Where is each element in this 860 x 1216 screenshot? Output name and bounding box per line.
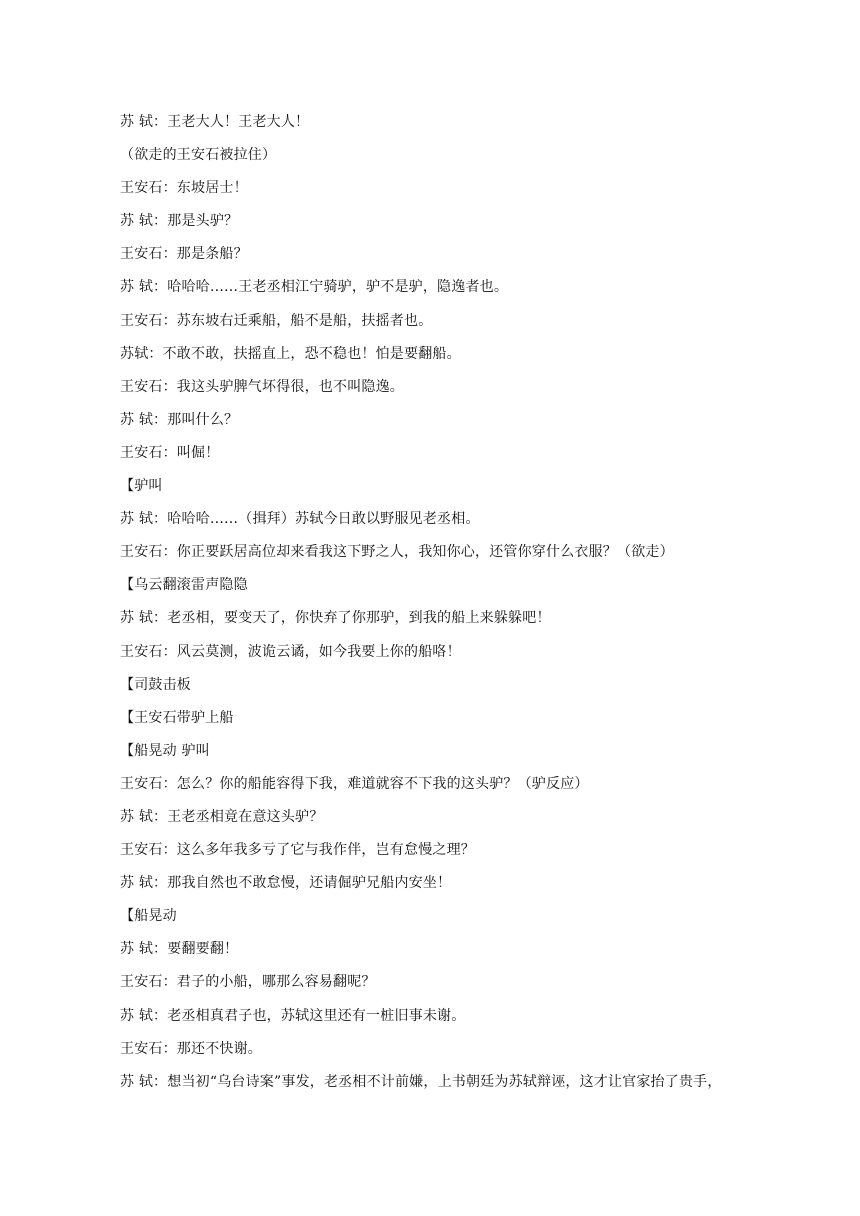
dialogue-line: 王安石：那是条船？: [120, 246, 248, 263]
dialogue-line: 王安石：苏东坡右迁乘船，船不是船，扶摇者也。: [120, 312, 433, 329]
dialogue-line: 王安石：怎么？你的船能容得下我，难道就容不下我的这头驴？（驴反应）: [120, 775, 589, 792]
stage-direction-line: （欲走的王安石被拉住）: [120, 147, 277, 164]
dialogue-line: 苏 轼：哈哈哈……（揖拜）苏轼今日敢以野服见老丞相。: [120, 511, 480, 528]
dialogue-line: 王安石：那还不快谢。: [120, 1040, 262, 1057]
dialogue-line: 王安石：这么多年我多亏了它与我作伴，岂有怠慢之理？: [120, 842, 475, 859]
dialogue-line: 苏 轼：老丞相，要变天了，你快弃了你那驴，到我的船上来躲躲吧！: [120, 610, 551, 627]
script-text: [120, 112, 820, 1105]
dialogue-line: 苏 轼：要翻要翻！: [120, 941, 239, 958]
dialogue-line: 王安石：我这头驴脾气坏得很，也不叫隐逸。: [120, 378, 404, 395]
dialogue-line: 苏轼：不敢不敢，扶摇直上，恐不稳也！怕是要翻船。: [120, 345, 461, 362]
dialogue-line: 苏 轼：王老丞相竟在意这头驴？: [120, 808, 324, 825]
stage-direction-line: 【船晃动: [120, 908, 177, 925]
dialogue-line: 苏 轼：老丞相真君子也，苏轼这里还有一桩旧事未谢。: [120, 1007, 466, 1024]
dialogue-line: 王安石：君子的小船，哪那么容易翻呢？: [120, 974, 376, 991]
dialogue-line: 苏 轼：想当初“乌台诗案”事发，老丞相不计前嫌，上书朝廷为苏轼辩诬，这才让官家抬了贵手，: [120, 1073, 722, 1090]
dialogue-line: 苏 轼：哈哈哈……王老丞相江宁骑驴，驴不是驴，隐逸者也。: [120, 279, 509, 296]
stage-direction-line: 【乌云翻滚雷声隐隐: [120, 577, 248, 594]
dialogue-line: 王安石：风云莫测，波诡云谲，如今我要上你的船咯！: [120, 643, 461, 660]
dialogue-line: 苏 轼：那是头驴？: [120, 213, 239, 230]
dialogue-line: 王安石：叫倔！: [120, 444, 220, 461]
dialogue-line: 苏 轼：那我自然也不敢怠慢，还请倔驴兄船内安坐！: [120, 875, 452, 892]
stage-direction-line: 【驴叫: [120, 478, 163, 495]
dialogue-line: 王安石：东坡居士！: [120, 180, 248, 197]
stage-direction-line: 【船晃动 驴叫: [120, 742, 210, 759]
dialogue-line: 苏 轼：那叫什么？: [120, 411, 239, 428]
stage-direction-line: 【司鼓击板: [120, 676, 191, 693]
dialogue-line: 苏 轼：王老大人！王老大人！: [120, 114, 310, 130]
stage-direction-line: 【王安石带驴上船: [120, 709, 234, 726]
dialogue-line: 王安石：你正要跃居高位却来看我这下野之人，我知你心，还管你穿什么衣服？（欲走）: [120, 544, 674, 561]
